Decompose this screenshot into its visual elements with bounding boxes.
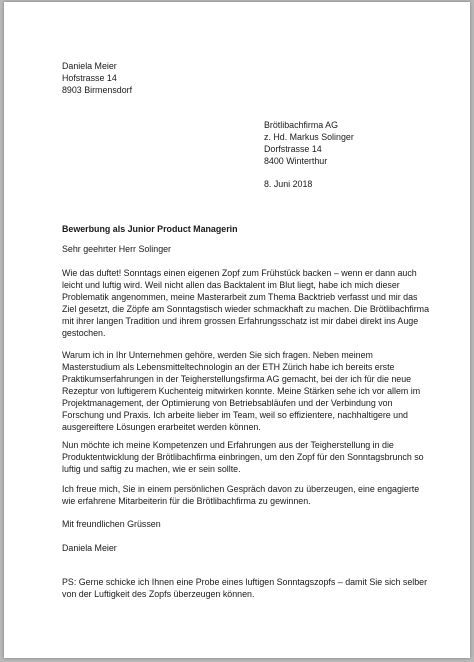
sender-city: 8903 Birmensdorf [62,85,133,95]
paragraph-line: Ich freue mich, Sie in einem persönlichen Gespräch davon zu überzeugen, eine engagierte [62,484,420,494]
postscript-line: PS: Gerne schicke ich Ihnen eine Probe eines luftigen Sonntagszopfs – damit Sie sich selber [62,577,428,587]
postscript-line: von der Luftigkeit des Zopfs überzeugen können. [62,589,255,599]
paragraph-line: mit ihrer langen Tradition und ihrem grossen Erfahrungsschatz ist mir dabei direkt ins Auge [62,316,419,326]
paragraph-line: gestochen. [62,328,106,338]
signature-name: Daniela Meier [62,543,117,553]
letter-subject: Bewerbung als Junior Product Managerin [62,224,238,234]
paragraph-line: Ziel gesetzt, die Zöpfe am Sonntagstisch wieder schmackhaft zu machen. Die Brötlibachfirma [62,304,429,314]
paragraph-line: ausgereiftere Lösungen erarbeitet werden können. [62,422,261,432]
paragraph-line: Masterstudium als Lebensmitteltechnologin an der ETH Zürich habe ich bereits erste [62,362,395,372]
paragraph-line: leicht und luftig wird. Weil nicht allen das Backtalent im Blut liegt, habe ich mich dieser [62,280,400,290]
letter-page [4,2,470,658]
paragraph-motivation [62,439,424,475]
paragraph-qualifications [62,349,420,433]
paragraph-line: luftig und saftig zu machen, wie er sein sollte. [62,464,241,474]
recipient-company: Brötlibachfirma AG [264,120,338,130]
paragraph-line: Problematik angenommen, meine Masterarbeit zum Thema Backtrieb verfasst und mir das [62,292,418,302]
postscript [62,576,427,600]
paragraph-line: Produktentwicklung der Brötlibachfirma einbringen, um den Zopf für den Sonntagsbrunch so [62,452,424,462]
recipient-city: 8400 Winterthur [264,156,328,166]
salutation: Sehr geehrter Herr Solinger [62,244,172,254]
sender-address [62,60,132,96]
paragraph-line: Forschung und Praxis. Ich arbeite lieber im Team, weil so effizientere, nachhaltigere und [62,410,408,420]
paragraph-line: Projektmanagement, der Optimierung von Betriebsabläufen und der Verbindung von [62,398,393,408]
paragraph-line: Wie das duftet! Sonntags einen eigenen Zopf zum Frühstück backen – wenn er dann auch [62,268,417,278]
paragraph-line: wie erfahrene Mitarbeiterin für die Brötlibachfirma zu gewinnen. [62,496,311,506]
closing-phrase: Mit freundlichen Grüssen [62,519,161,529]
recipient-attention: z. Hd. Markus Solinger [264,132,354,142]
letter-date: 8. Juni 2018 [264,179,313,189]
recipient-street: Dorfstrasse 14 [264,144,322,154]
sender-street: Hofstrasse 14 [62,73,117,83]
paragraph-line: Warum ich in Ihr Unternehmen gehöre, werden Sie sich fragen. Neben meinem [62,350,373,360]
paragraph-intro [62,267,429,339]
paragraph-line: Nun möchte ich meine Kompetenzen und Erfahrungen aus der Teigherstellung in die [62,440,394,450]
sender-name: Daniela Meier [62,61,117,71]
paragraph-line: Praktikumserfahrungen in der Teigherstellungsfirma AG gemacht, bei der ich für die neue [62,374,412,384]
paragraph-line: Rezeptur von luftigerem Kuchenteig mitwirken konnte. Meine Stärken sehe ich vor allem im [62,386,421,396]
recipient-address [264,119,354,167]
paragraph-outlook [62,483,419,507]
